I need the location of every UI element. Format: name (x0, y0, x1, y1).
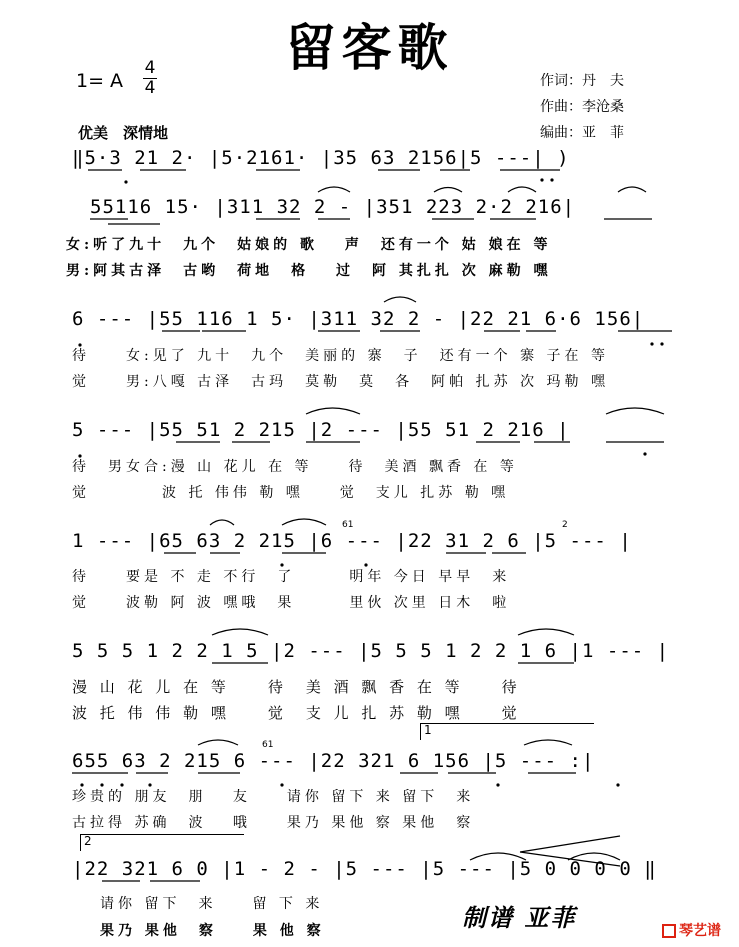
system-8-lyrics-2: 果乃 果他 察 果 他 察 (100, 923, 325, 939)
system-3-lyrics-male: 觉 男:八嘎 古泽 古玛 莫勒 莫 各 阿帕 扎苏 次 玛勒 嘿 (72, 374, 609, 390)
system-4-lyrics-1: 待 男女合:漫 山 花儿 在 等 待 美酒 飘香 在 等 (72, 459, 518, 475)
system-3-lyrics-female: 待 女:见了 九十 九个 美丽的 寨 子 还有一个 寨 子在 等 (72, 348, 609, 364)
system-5-notes: 1 --- |65 63 2 215 |6 --- |22 31 2 6 |5 --- | (72, 530, 632, 552)
time-signature-bottom: 4 (144, 78, 156, 98)
system-2-notes: 55116 15· |311 32 2 - |351 223 2·2 216| (90, 196, 576, 218)
tempo-marking: 优美 深情地 (78, 124, 169, 142)
watermark-text: 琴艺谱 (679, 923, 721, 939)
second-ending-label: 2 (84, 834, 92, 848)
system-8-lyrics-1: 请你 留下 来 留 下 来 (100, 896, 324, 912)
time-signature-top: 4 (144, 58, 156, 78)
system-5-lyrics-1: 待 要是 不 走 不行 了 明年 今日 早早 来 (72, 569, 511, 585)
first-ending-label: 1 (424, 723, 432, 737)
system-2-lyrics-male: 男:阿其古泽 古哟 荷地 格 过 阿 其扎扎 次 麻勒 嘿 (66, 263, 552, 279)
composer-credit: 作曲：李沧桑 (540, 99, 624, 115)
grace-note-3: 2 (562, 520, 568, 530)
system-4-notes: 5 --- |55 51 2 215 |2 --- |55 51 2 216 | (72, 419, 570, 441)
system-5-lyrics-2: 觉 波勒 阿 波 嘿哦 果 里伙 次里 日木 啦 (72, 595, 511, 611)
arranger-credit: 编曲：亚 菲 (540, 125, 624, 141)
system-6-notes: 5 5 5 1 2 2 1 5 |2 --- |5 5 5 1 2 2 1 6 |1 --- | (72, 640, 670, 662)
song-title: 留客歌 (285, 18, 454, 77)
lyricist-credit: 作词：丹 夫 (540, 73, 624, 89)
system-6-lyrics-1: 漫 山 花 儿 在 等 待 美 酒 飘 香 在 等 待 (72, 678, 521, 696)
system-8-notes: |22 321 6 0 |1 - 2 - |5 --- |5 --- |5 0 0 0 0 ‖ (72, 858, 657, 880)
grace-note-2: 61 (262, 740, 274, 750)
transcriber-signature: 制谱 亚菲 (462, 903, 577, 932)
system-2-lyrics-female: 女:听了九十 九个 姑娘的 歌 声 还有一个 姑 娘在 等 (66, 237, 552, 253)
system-3-notes: 6 --- |55 116 1 5· |311 32 2 - |22 21 6·6 156| (72, 308, 645, 330)
system-7-lyrics-2: 古拉得 苏确 波 哦 果乃 果他 察 果他 察 (72, 815, 475, 831)
system-4-lyrics-2: 觉 波 托 伟伟 勒 嘿 觉 支儿 扎苏 勒 嘿 (72, 485, 510, 501)
system-7-lyrics-1: 珍贵的 朋友 朋 友 请你 留下 来 留下 来 (72, 789, 475, 805)
system-7-notes: 655 63 2 215 6 --- |22 321 6 156 |5 --- :| (72, 750, 595, 772)
system-1-notes: ‖5·3 21 2· |5·2161· |35 63 2156|5 ---| ) (72, 147, 570, 169)
grace-note-1: 61 (342, 520, 354, 530)
system-6-lyrics-2: 波 托 伟 伟 勒 嘿 觉 支 儿 扎 苏 勒 嘿 觉 (72, 704, 521, 722)
key-signature: 1= A (76, 70, 124, 92)
